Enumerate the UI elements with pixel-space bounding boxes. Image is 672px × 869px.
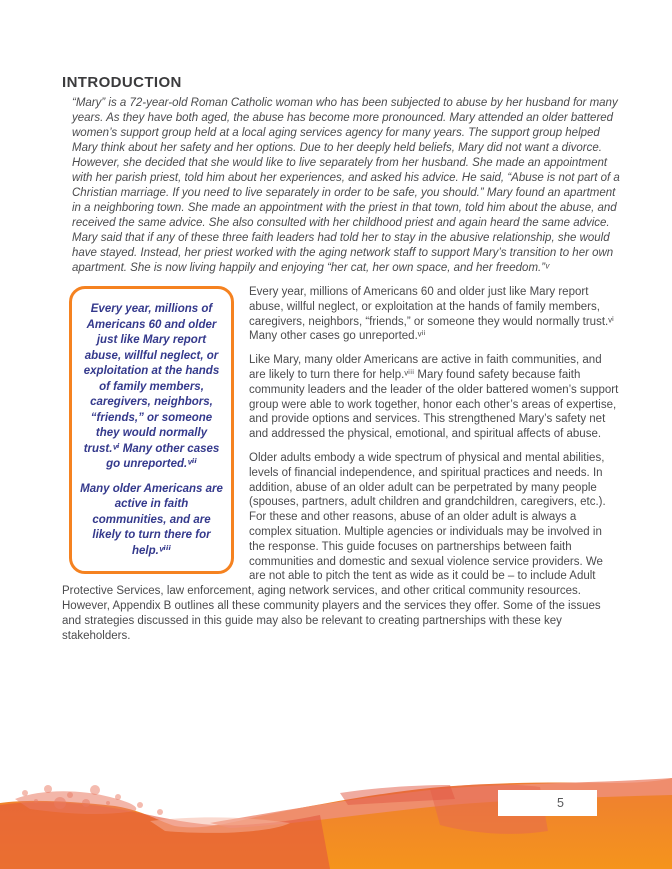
intro-narrative-paragraph: “Mary” is a 72-year-old Roman Catholic woman who has been subjected to abuse by her husband for many years. As they have both aged, the abuse has become more pronounced. Mary attended an older battered women’s support group held at a local aging services agency for many years. The support group helped Mary think about her safety and her options. Due to her deeply held beliefs, Mary did not want a divorce. However, she decided that she would like to live separately from her husband. She made an appointment with her parish priest, told him about her experiences, and asked his advice. He said, “Abuse is not part of a Christian marriage. If you need to live separately in order to be safe, you should.” Mary found an apartment in a neighboring town. She made an appointment with the priest in that town, told him about the abuse, and received the same advice. She also consulted with her childhood priest and again heard the same advice. Mary said that if any of these three faith leaders had told her to stay in the abusive relationship, she would have stayed. Instead, her priest worked with the aging network staff to support Mary’s transition to her own apartment. She is now living happily and enjoying “her cat, her own space, and her freedom.”ᵛ <box>72 97 620 274</box>
pullquote-box <box>69 286 234 574</box>
page-title: INTRODUCTION <box>62 74 182 91</box>
body-paragraph-3: Older adults embody a wide spectrum of physical and mental abilities, levels of financial independence, and spiritual practices and needs. In addition, abuse of an older adult can be perpetrated by many people (spouses, partners, adult children and grandchildren, caregivers, etc.). For these and other reasons, abuse of an older adult is always a complex situation. Multiple agencies or individuals may be involved in the response. This guide focuses on partnerships between faith communities and domestic and sexual violence service providers. We are not able to pitch the tent as wide as it could be – to include Adult Protective Services, law enforcement, aging network services, and other critical community resources. However, Appendix B outlines all these community players and the services they offer. Some of the issues and strategies discussed in this guide may also be relevant to creating partnerships with these key stakeholders. <box>62 451 606 642</box>
page-number: 5 <box>557 796 564 810</box>
pullquote-paragraph-2: Many older Americans are active in faith communities, and are likely to turn there for help.ᵛⁱⁱⁱ <box>80 482 223 557</box>
page-number-box <box>498 790 597 816</box>
pullquote-paragraph-1: Every year, millions of Americans 60 and older just like Mary report abuse, willful neglect, or exploitation at the hands of family members, caregivers, neighbors, “friends,” or someone they would normally trust.ᵛⁱ Many other cases go unreported.ᵛⁱⁱ <box>83 303 220 470</box>
body-paragraph-1: Every year, millions of Americans 60 and older just like Mary report abuse, willful neglect, or exploitation at the hands of family members, caregivers, neighbors, “friends,” or someone they would normally trust.ᵛⁱ Many other cases go unreported.ᵛⁱⁱ <box>249 286 614 343</box>
body-paragraph-2: Like Mary, many older Americans are active in faith communities, and are likely to turn there for help.ᵛⁱⁱⁱ Mary found safety because faith community leaders and the leader of the older battered women’s support group were able to work together, honor each other’s areas of expertise, and provide options and services. This strengthened Mary’s safety net and addressed the physical, emotional, and spiritual affects of abuse. <box>249 354 619 441</box>
